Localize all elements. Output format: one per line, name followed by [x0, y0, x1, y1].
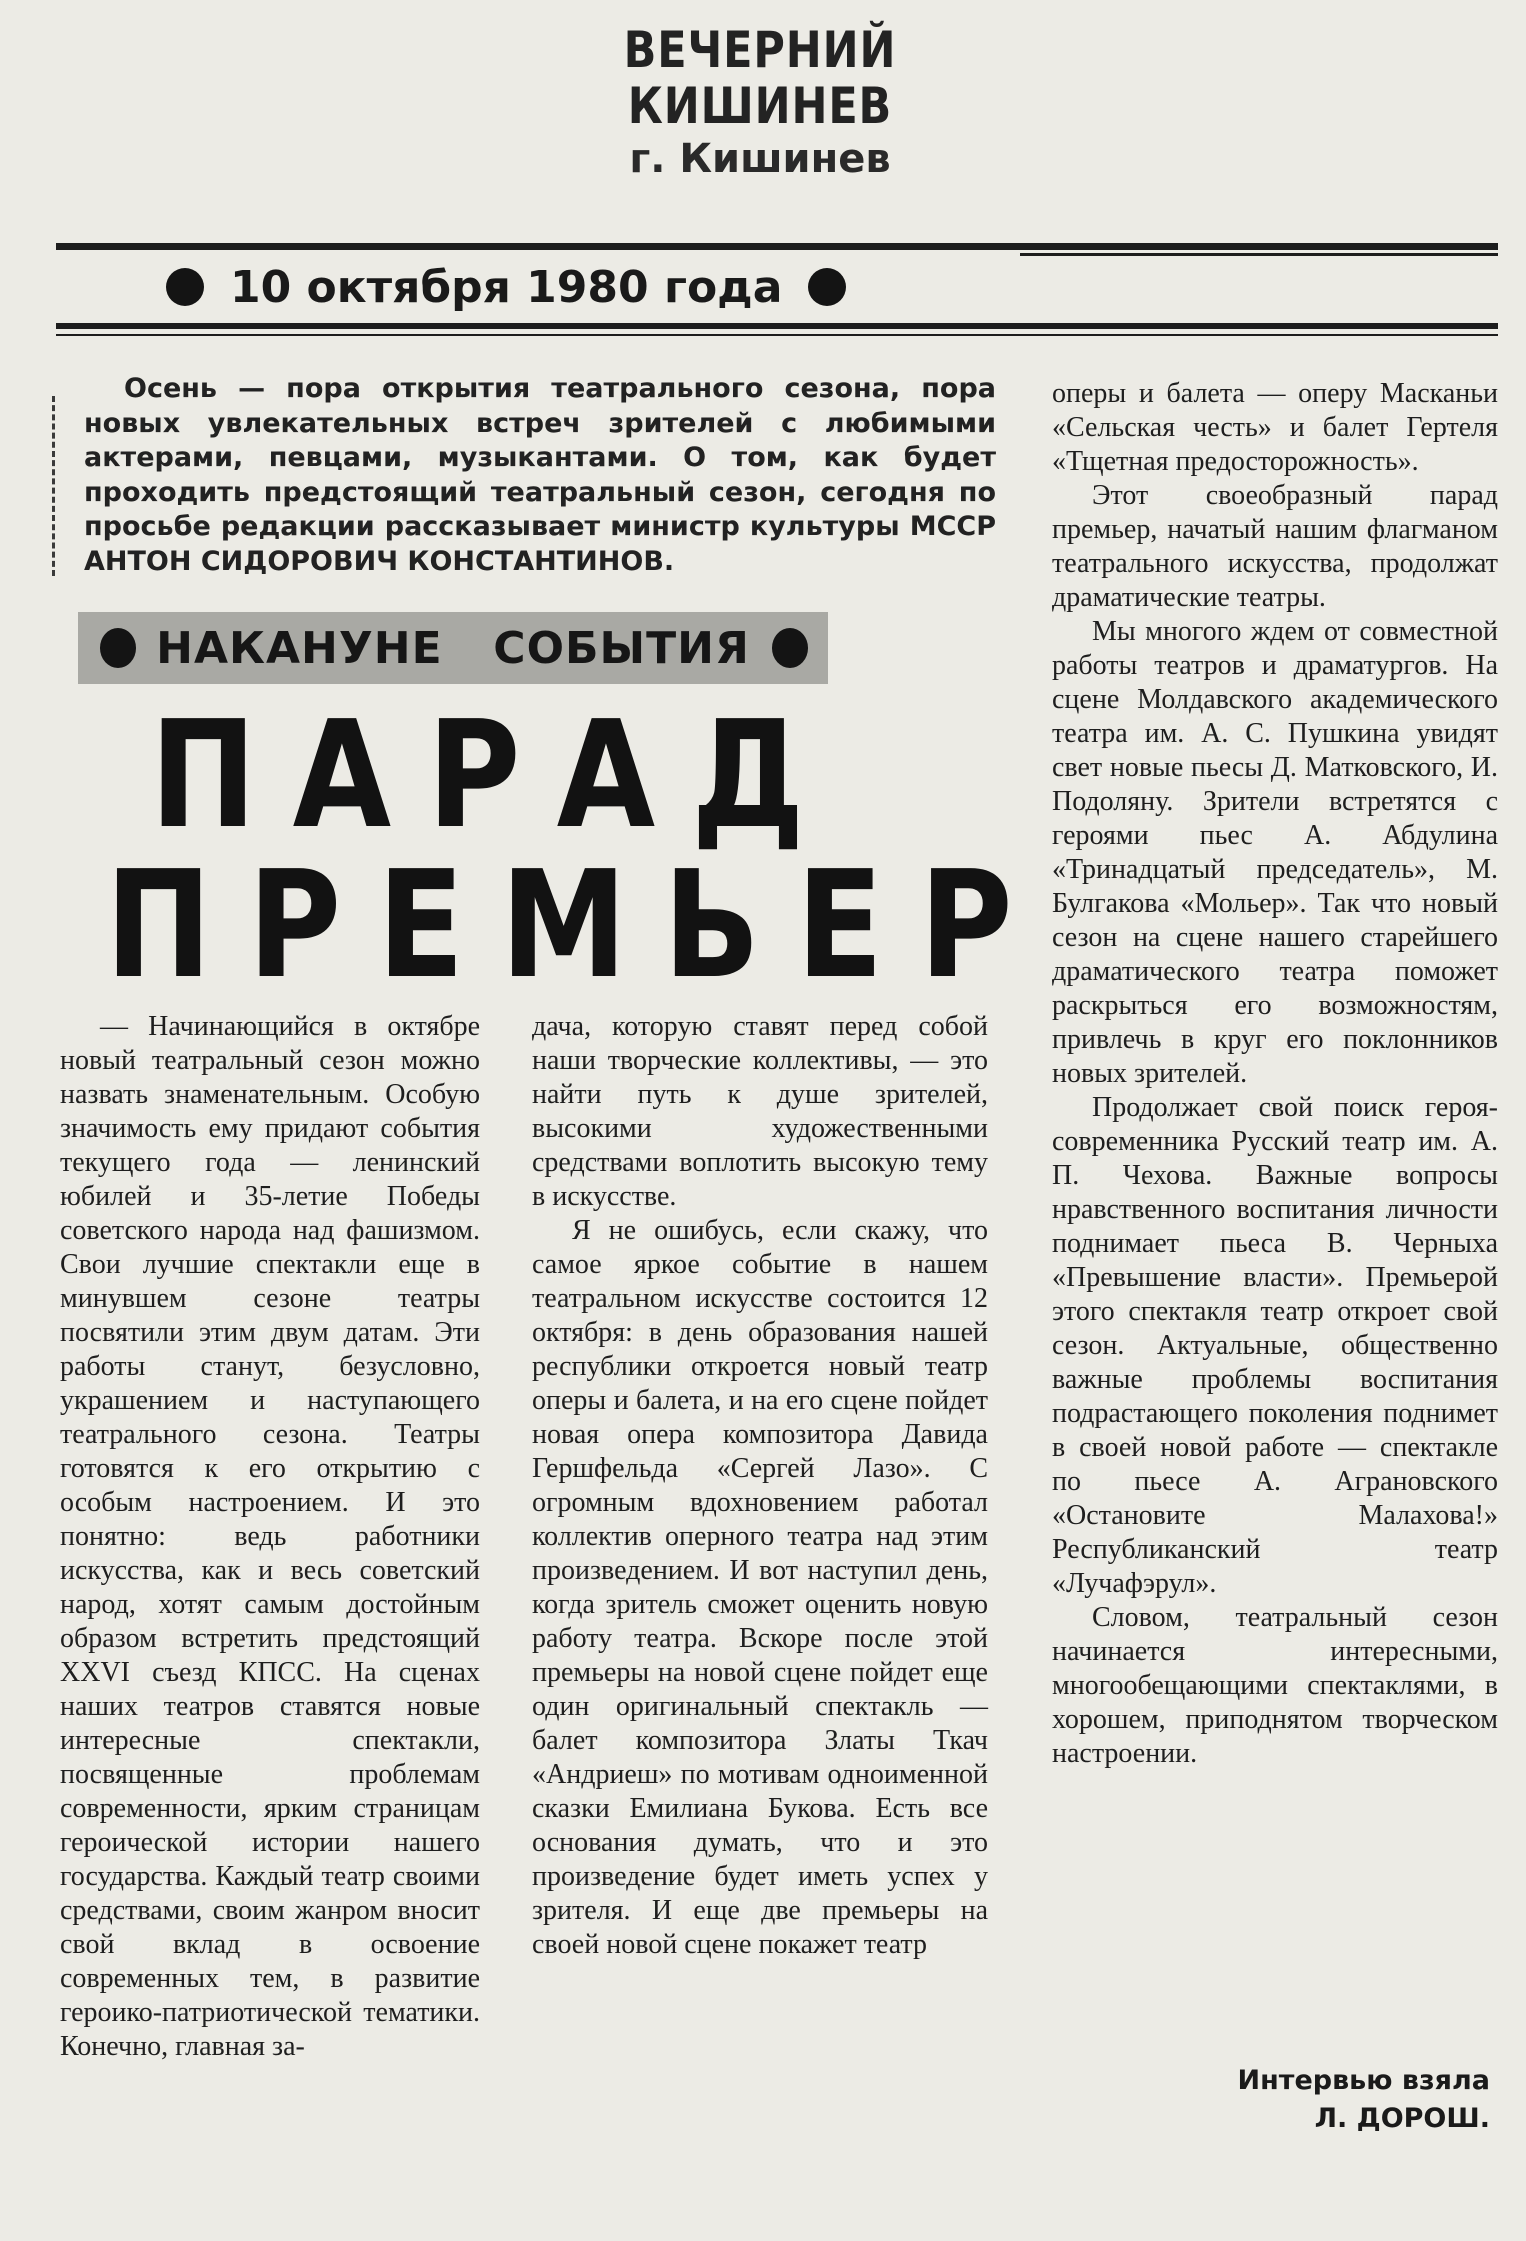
paragraph: дача, которую ставят перед собой наши творческие коллективы, — это найти путь к душе зрителей, высокими художественными средствами воплотить высокую тему в искусстве.	[532, 1011, 988, 1212]
bottom-rule-thin	[56, 334, 1498, 336]
signature-line-1: Интервью взяла	[1237, 2065, 1490, 2096]
paragraph: Словом, театральный сезон начинается интересными, многообещающими спектаклями, в хорошем, приподнятом творческом настроении.	[1052, 1602, 1498, 1769]
headline-line-1: ПАРАД	[150, 689, 841, 861]
rubric-word-1: НАКАНУНЕ	[156, 622, 443, 674]
masthead-stamp	[480, 22, 1040, 182]
paragraph: Мы многого ждем от совместной работы театров и драматургов. На сцене Молдавского академического театра им. А. С. Пушкина увидят свет новые пьесы Д. Матковского, И. Подоляну. Зрители встретятся с героями пьес А. Абдулина «Тринадцатый председатель», М. Булгакова «Мольер». Так что новый сезон на сцене нашего старейшего драматического театра поможет раскрыться его возможностям, привлечь в круг его поклонников новых зрителей.	[1052, 616, 1498, 1089]
bullet-icon	[772, 628, 808, 668]
signature	[1160, 2062, 1490, 2138]
paragraph: — Начинающийся в октябре новый театральный сезон можно назвать знаменательным. Особую значимость ему придают события текущего года — ленинский юбилей и 35-летие Победы советского народа над фашизмом. Свои лучшие спектакли еще в минувшем сезоне театры посвятили этим двум датам. Эти работы станут, безусловно, украшением и наступающего театрального сезона. Театры готовятся к его открытию с особым настроением. И это понятно: ведь работники искусства, как и весь советский народ, хотят самым достойным образом встретить предстоящий XXVI съезд КПСС. На сценах наших театров ставятся новые интересные спектакли, посвященные проблемам современности, ярким страницам героической истории нашего государства. Каждый театр своими средствами, своим жанром вносит свой вклад в освоение современных тем, в развитие героико-патриотической тематики. Конечно, главная за-	[60, 1011, 480, 2062]
intro-bracket	[52, 396, 69, 576]
paragraph: Продолжает свой поиск героя-современника Русский театр им. А. П. Чехова. Важные вопросы нравственного воспитания личности поднимает пьеса В. Черныха «Превышение власти». Премьерой этого спектакля театр откроет свой сезон. Актуальные, общественно важные проблемы воспитания подрастающего поколения поднимет в своей новой работе — спектакле по пьесе А. Аграновского «Остановите Малахова!» Республиканский театр «Лучафэрул».	[1052, 1092, 1498, 1599]
rubric-word-2: СОБЫТИЯ	[493, 622, 750, 674]
date-line	[140, 252, 872, 322]
bullet-icon	[100, 628, 136, 668]
signature-line-2: Л. ДОРОШ.	[1314, 2103, 1490, 2134]
date-text: 10 октября 1980 года	[230, 261, 783, 313]
top-rule-thick	[56, 243, 1498, 250]
top-rule-thin	[1020, 253, 1498, 256]
bullet-icon	[808, 268, 846, 306]
article-column-2	[532, 1010, 988, 1962]
article-column-3	[1052, 377, 1498, 1771]
bullet-icon	[166, 268, 204, 306]
paragraph: Этот своеобразный парад премьер, начатый нашим флагманом театрального искусства, продолжат драматические театры.	[1052, 480, 1498, 613]
paragraph: оперы и балета — оперу Масканьи «Сельская честь» и балет Гертеля «Тщетная предосторожность».	[1052, 378, 1498, 477]
paragraph: Я не ошибусь, если скажу, что самое яркое событие в нашем театральном искусстве состоится 12 октября: в день образования нашей республики откроется новый театр оперы и балета, и на его сцене пойдет новая опера композитора Давида Гершфельда «Сергей Лазо». С огромным вдохновением работал коллектив оперного театра над этим произведением. И вот наступил день, когда зритель сможет оценить новую работу театра. Вскоре после этой премьеры на новой сцене пойдет еще один оригинальный спектакль — балет композитора Златы Ткач «Андриеш» по мотивам одноименной сказки Емилиана Букова. Есть все основания думать, что и это произведение будет иметь успех у зрителя. И еще две премьеры на своей новой сцене покажет театр	[532, 1215, 988, 1960]
newspaper-name: ВЕЧЕРНИЙ КИШИНЕВ	[623, 21, 897, 135]
city-name: г. Кишинев	[629, 136, 891, 182]
bottom-rule-thick	[56, 323, 1498, 329]
headline-line-2: ПРЕМЬЕР	[105, 839, 1049, 1011]
intro-lead: Осень — пора открытия театрального сезона, пора новых увлекательных встреч зрителей с любимыми актерами, певцами, музыкантами. О том, как будет проходить предстоящий театральный сезон, сегодня по просьбе редакции рассказывает министр культуры МССР АНТОН СИДОРОВИЧ КОНСТАНТИНОВ.	[84, 373, 996, 577]
article-column-1	[60, 1010, 480, 2064]
headline	[105, 689, 1049, 1011]
rubric-banner	[78, 612, 828, 684]
